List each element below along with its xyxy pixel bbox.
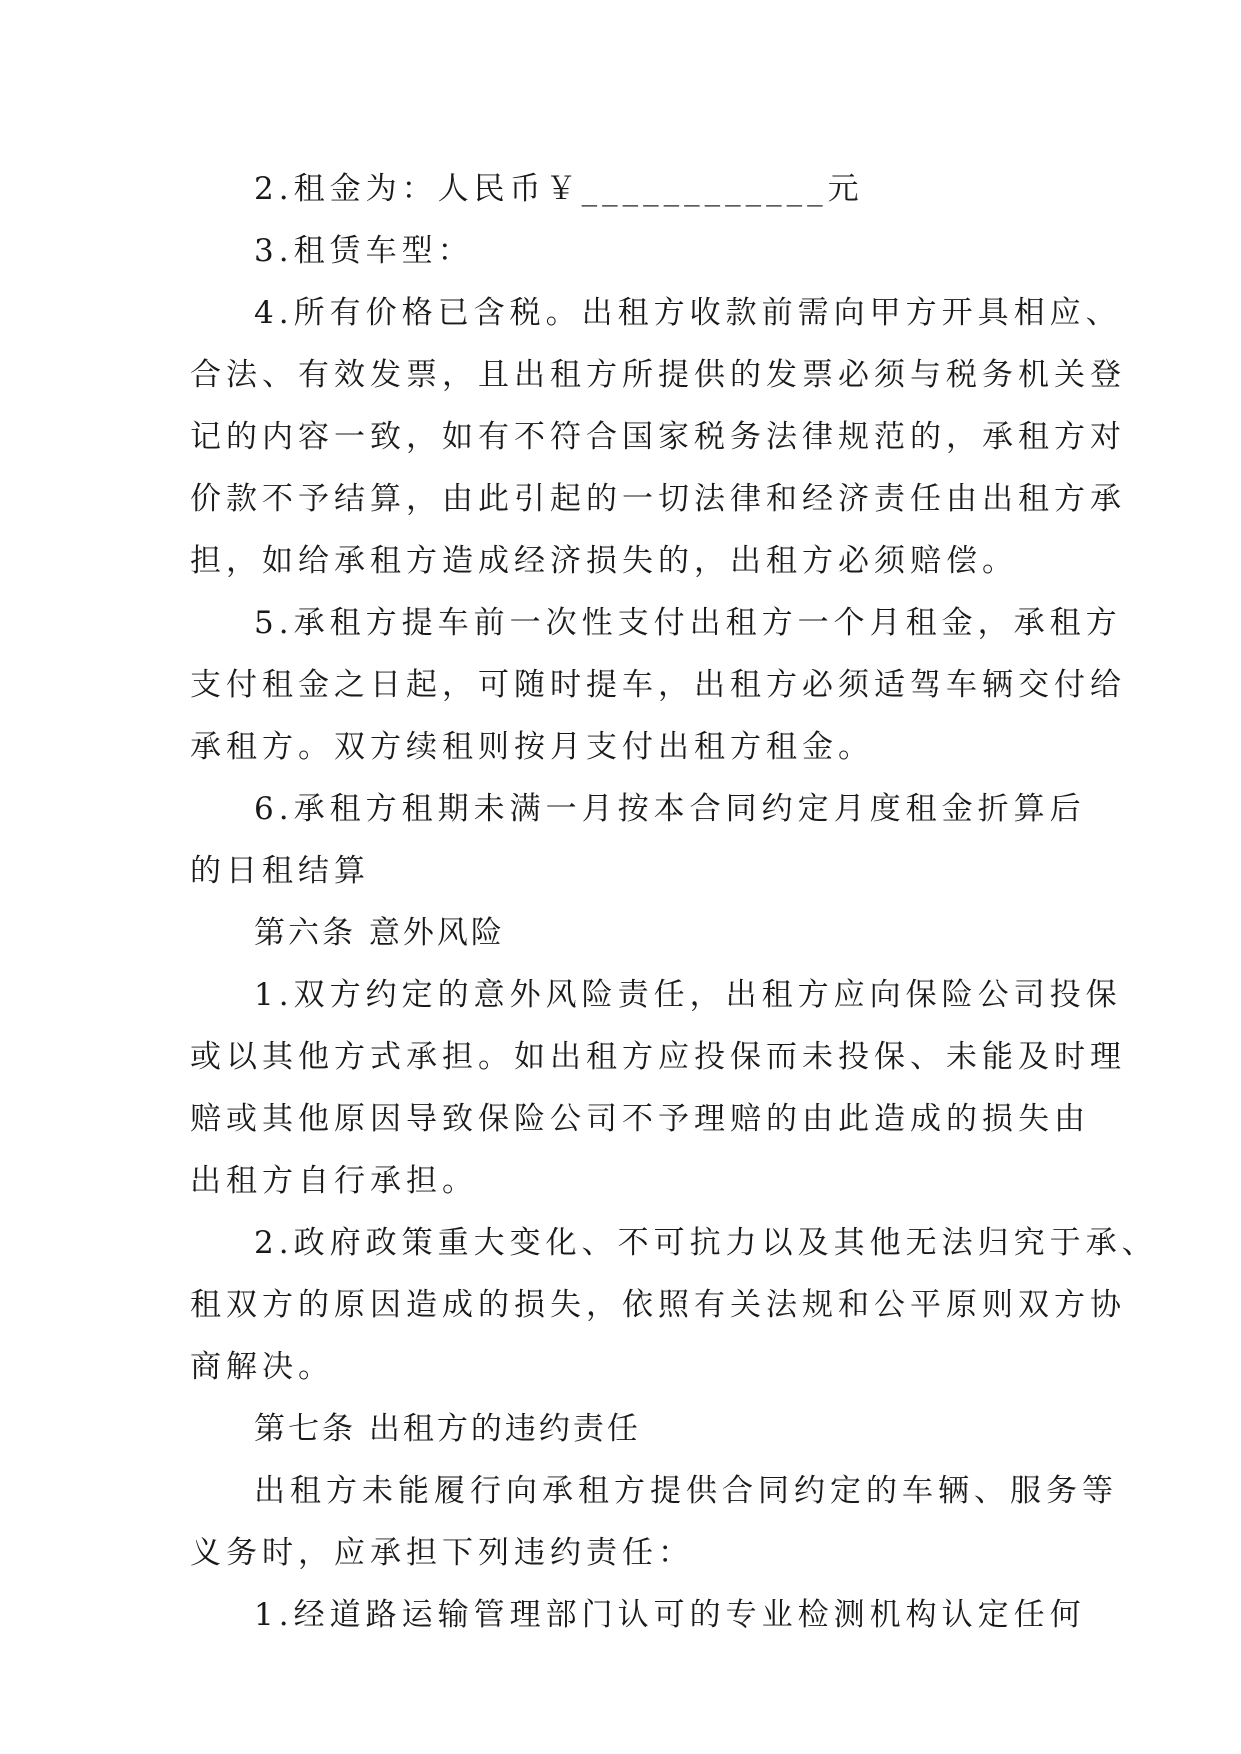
paragraph-line: 3.租赁车型：	[254, 233, 474, 269]
paragraph-line: 1.双方约定的意外风险责任，出租方应向保险公司投保	[254, 977, 1122, 1013]
paragraph-line: 记的内容一致，如有不符合国家税务法律规范的，承租方对	[190, 419, 1126, 455]
paragraph-line: 2.政府政策重大变化、不可抗力以及其他无法归究于承、	[254, 1225, 1158, 1261]
section-heading: 第六条 意外风险	[254, 915, 505, 951]
paragraph-line: 支付租金之日起，可随时提车，出租方必须适驾车辆交付给	[190, 667, 1126, 703]
paragraph-line: 价款不予结算，由此引起的一切法律和经济责任由出租方承	[190, 481, 1126, 517]
paragraph-line: 出租方未能履行向承租方提供合同约定的车辆、服务等	[254, 1473, 1118, 1509]
paragraph-line: 6.承租方租期未满一月按本合同约定月度租金折算后	[254, 791, 1086, 827]
paragraph-line: 出租方自行承担。	[190, 1163, 478, 1199]
document-page	[190, 158, 1158, 1646]
paragraph-line: 承租方。双方续租则按月支付出租方租金。	[190, 729, 874, 765]
paragraph-line: 4.所有价格已含税。出租方收款前需向甲方开具相应、	[254, 295, 1122, 331]
paragraph-line: 合法、有效发票，且出租方所提供的发票必须与税务机关登	[190, 357, 1126, 393]
paragraph-line: 租双方的原因造成的损失，依照有关法规和公平原则双方协	[190, 1287, 1126, 1323]
paragraph-line: 担，如给承租方造成经济损失的，出租方必须赔偿。	[190, 543, 1018, 579]
paragraph-line: 5.承租方提车前一次性支付出租方一个月租金，承租方	[254, 605, 1122, 641]
paragraph-line: 商解决。	[190, 1349, 334, 1385]
paragraph-line: 的日租结算	[190, 853, 370, 889]
paragraph-line: 2.租金为：人民币￥____________元	[254, 171, 864, 207]
paragraph-line: 义务时，应承担下列违约责任：	[190, 1535, 694, 1571]
paragraph-line: 或以其他方式承担。如出租方应投保而未投保、未能及时理	[190, 1039, 1126, 1075]
paragraph-line: 1.经道路运输管理部门认可的专业检测机构认定任何	[254, 1597, 1086, 1633]
paragraph-line: 赔或其他原因导致保险公司不予理赔的由此造成的损失由	[190, 1101, 1090, 1137]
section-heading: 第七条 出租方的违约责任	[254, 1411, 641, 1447]
